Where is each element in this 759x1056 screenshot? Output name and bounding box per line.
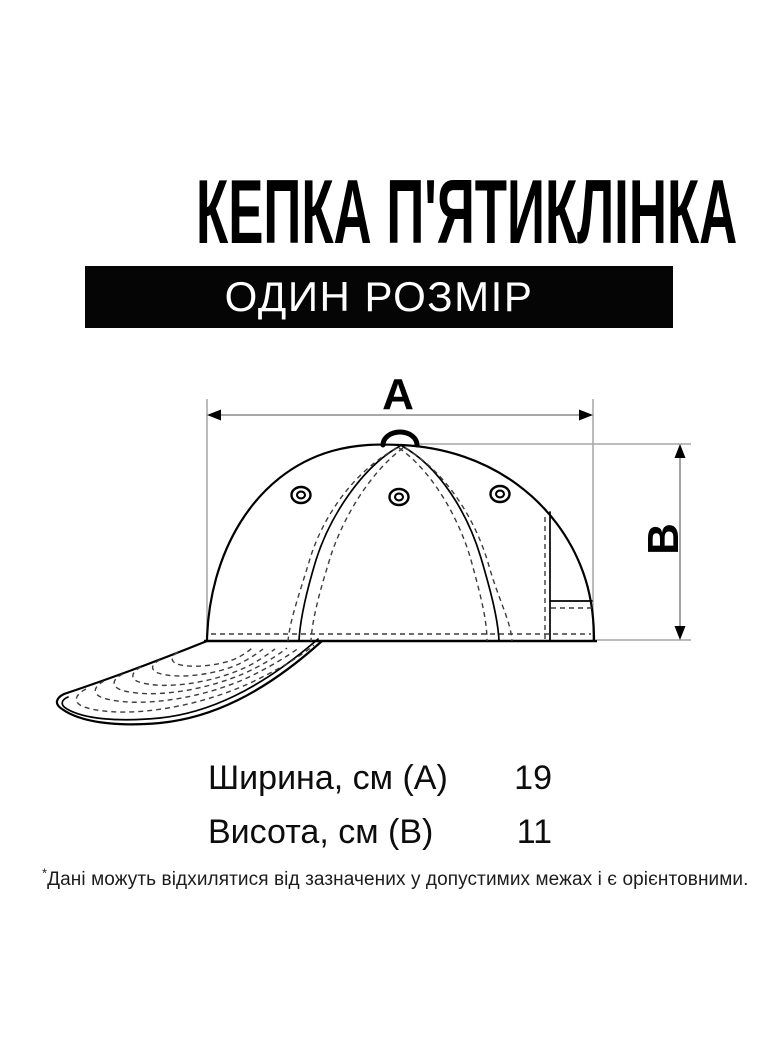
page-title-wrap xyxy=(0,162,759,263)
cap-eyelets xyxy=(292,486,510,505)
size-table-row-width xyxy=(208,751,552,805)
size-banner xyxy=(85,266,673,328)
height-label: Висота, см (В) xyxy=(208,812,434,851)
footnote-marker: * xyxy=(42,865,48,881)
footnote-text: Дані можуть відхилятися від зазначених у допустимих межах і є орієнтовними. xyxy=(47,869,749,890)
dimension-b-label: B xyxy=(639,523,688,555)
cap-front-seam xyxy=(288,446,403,641)
cap-drawing xyxy=(57,432,597,724)
width-value: 19 xyxy=(514,758,552,797)
cap-visor-stitching xyxy=(76,645,314,712)
dimension-a-label: A xyxy=(382,370,414,419)
height-value: 11 xyxy=(516,812,552,851)
size-banner-label: ОДИН РОЗМІР xyxy=(224,273,534,320)
size-table xyxy=(208,751,552,859)
cap-visor xyxy=(57,639,322,724)
cap-crown-outline xyxy=(207,445,594,640)
width-label: Ширина, см (А) xyxy=(208,758,448,797)
footnote xyxy=(42,865,749,891)
dimension-b xyxy=(417,444,691,640)
cap-top-button xyxy=(383,432,417,445)
size-table-row-height xyxy=(208,805,552,859)
product-title: КЕПКА П'ЯТИКЛІНКА xyxy=(195,162,738,263)
cap-rear-closure xyxy=(545,512,593,640)
cap-back-seam xyxy=(399,446,512,641)
cap-size-diagram xyxy=(40,370,740,770)
